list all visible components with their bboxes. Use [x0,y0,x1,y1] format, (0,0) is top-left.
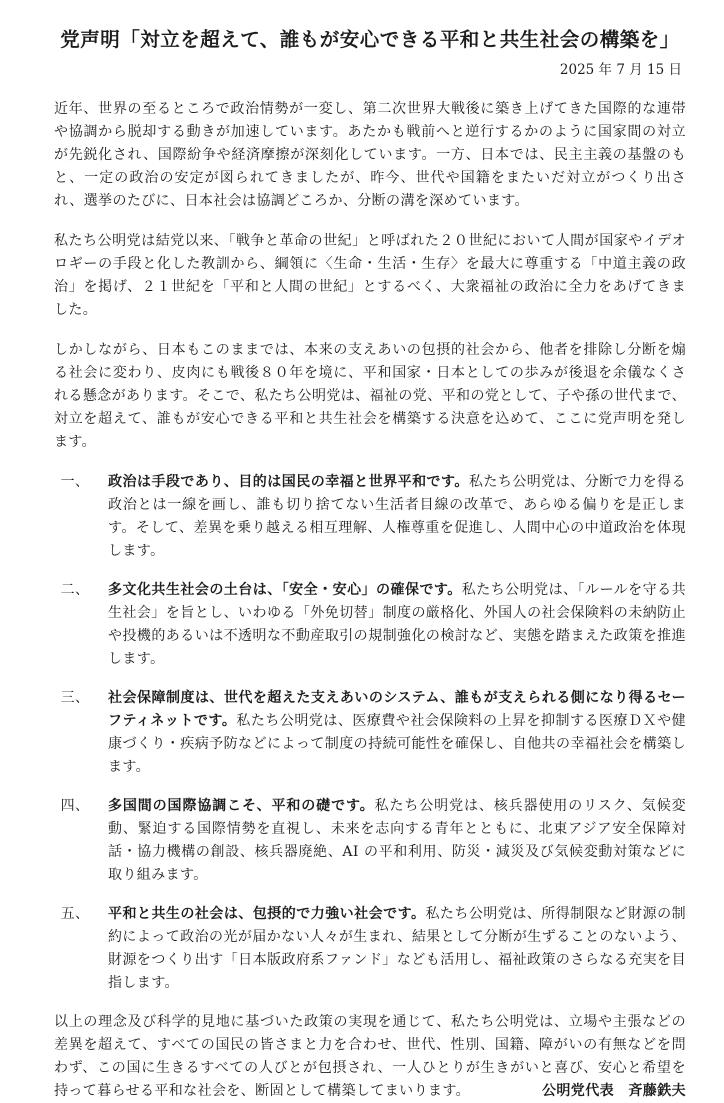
point-number: 四、 [60,798,90,814]
signature: 公明党代表 斉藤鉄夫 [542,1083,686,1099]
point-lead: 多文化共生社会の土台は、「安全・安心」の確保です。 [108,582,462,598]
point-lead: 多国間の国際協調こそ、平和の礎です。 [108,798,375,814]
closing-text: 以上の理念及び科学的見地に基づいた政策の実現を通じて、私たち公明党は、立場や主張などの差異を超えて、すべての国民の皆さまと力を合わせ、世代、性別、国籍、障がいの有無などを問わず、この国に生きるすべての人びとが包摂され、一人ひとりが生きがいと喜び、安心と希望を持って暮らせる平和な社会を、断固として構築してまいります。 [54,1014,686,1099]
point-lead: 平和と共生の社会は、包摂的で力強い社会です。 [108,906,426,922]
point-text [96,903,686,995]
intro-paragraph-2: 私たち公明党は結党以来、「戦争と革命の世紀」と呼ばれた２０世紀において人間が国家やイデオロギーの手段と化した教訓から、綱領に〈生命・生活・生存〉を最大に尊重する「中道主義の政治」を掲げ、２１世紀を「平和と人間の世紀」とするべく、大衆福祉の政治に全力をあげてきました。 [54,233,686,318]
point-body: 私たち公明党は、核兵器使用のリスク、気候変動、緊迫する国際情勢を直視し、未来を志向する青年とともに、北東アジア安全保障対話・協力機構の創設、核兵器廃絶、AI の平和利用、防災・減災及び気候変動対策などに取り組みます。 [108,798,686,883]
point-number: 三、 [60,690,90,706]
policy-point-4 [54,795,686,887]
point-text [96,471,686,563]
point-number: 一、 [60,474,90,490]
point-text [96,795,686,887]
policy-point-2 [54,579,686,671]
point-number: 五、 [60,906,90,922]
point-body: 私たち公明党は、所得制限など財源の制約によって政治の光が届かない人々が生まれ、結果として分断が生ずることのないよう、財源をつくり出す「日本版政府系ファンド」なども活用し、福祉政策のさらなる充実を目指します。 [108,906,686,991]
point-text [96,687,686,779]
point-text [96,579,686,671]
document-date: 2025 年 7 月 15 日 [559,62,682,78]
document-title: 党声明「対立を超えて、誰もが安心できる平和と共生社会の構築を」 [60,28,680,51]
policy-point-1 [54,471,686,563]
intro-paragraph-1: 近年、世界の至るところで政治情勢が一変し、第二次世界大戦後に築き上げてきた国際的な連帯や協調から脱却する動きが加速しています。あたかも戦前へと逆行するかのように国家間の対立が先鋭化され、国際紛争や経済摩擦が深刻化しています。一方、日本では、民主主義の基盤のもと、一定の政治の安定が図られてきましたが、昨今、世代や国籍をまたいだ対立がつくり出され、選挙のたびに、日本社会は協調どころか、分断の溝を深めています。 [54,101,686,209]
closing-paragraph [54,1011,686,1103]
point-lead: 政治は手段であり、目的は国民の幸福と世界平和です。 [108,474,469,490]
point-body: 私たち公明党は、「ルールを守る共生社会」を旨とし、いわゆる「外免切替」制度の厳格化、外国人の社会保険料の未納防止や投機的あるいは不透明な不動産取引の規制強化の検討など、実態を踏まえた政策を推進します。 [108,582,686,667]
intro-paragraph-3: しかしながら、日本もこのままでは、本来の支えあいの包摂的社会から、他者を排除し分断を煽る社会に変わり、皮肉にも戦後８０年を境に、平和国家・日本としての歩みが後退を余儀なくされる懸念があります。そこで、私たち公明党は、福祉の党、平和の党として、子や孫の世代まで、対立を超えて、誰もが安心できる平和と共生社会を構築する決意を込めて、ここに党声明を発します。 [54,342,686,450]
point-lead: 社会保障制度は、世代を超えた支えあいのシステム、誰もが支えられる側になり得るセーフティネットです。 [108,690,686,729]
policy-point-5 [54,903,686,995]
point-number: 二、 [60,582,90,598]
point-body: 私たち公明党は、分断で力を得る政治とは一線を画し、誰も切り捨てない生活者目線の改革で、あらゆる偏りを是正します。そして、差異を乗り越える相互理解、人権尊重を促進し、人間中心の中道政治を体現します。 [108,474,686,559]
policy-point-3 [54,687,686,779]
point-body: 私たち公明党は、医療費や社会保険料の上昇を抑制する医療ＤＸや健康づくり・疾病予防などによって制度の持続可能性を確保し、自他共の幸福社会を構築します。 [108,713,686,775]
